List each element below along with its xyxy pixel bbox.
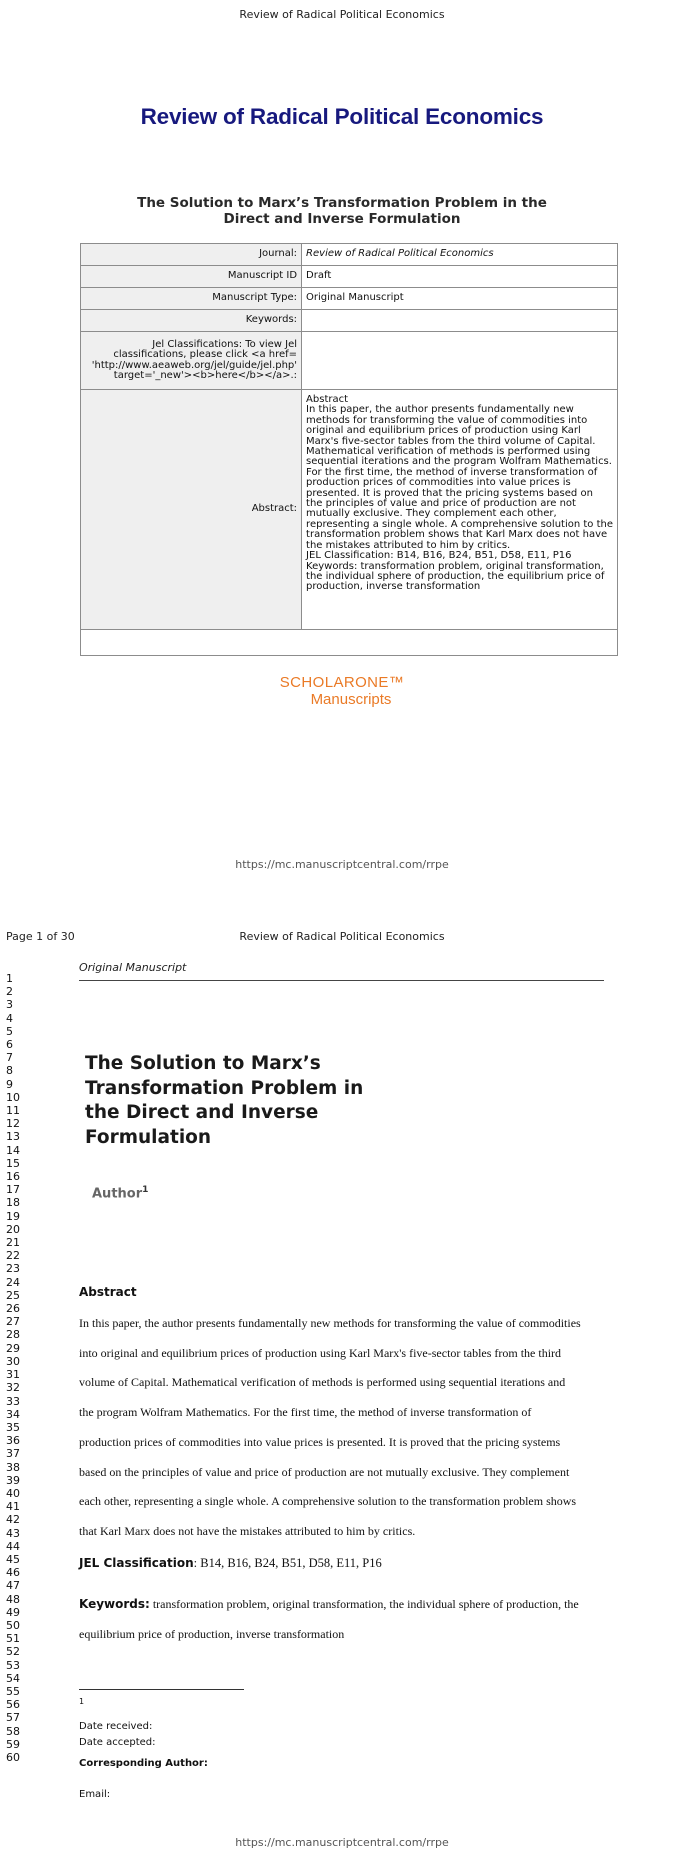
abstract-line: Marx's five-sector tables from the third volume of Capital. <box>306 435 596 447</box>
abstract-line: transformation problem shows that Karl Marx does not have <box>306 529 608 541</box>
line-number: 8 <box>6 1064 13 1078</box>
abstract-line: representing a single whole. A comprehensive solution to the <box>306 518 613 530</box>
jel-classifications-value <box>302 332 618 390</box>
scholarone-wordmark: SCHOLARONE™ <box>279 674 405 691</box>
author-line <box>92 1185 148 1201</box>
manuscript-id-label: Manuscript ID <box>81 266 302 288</box>
line-number: 39 <box>6 1473 20 1487</box>
manuscript-metadata-table <box>80 243 618 656</box>
email-label: Email: <box>79 1789 111 1800</box>
line-number: 54 <box>6 1671 20 1685</box>
abstract-line: presented. It is proved that the pricing systems based on <box>306 487 593 499</box>
abstract-line: For the first time, the method of inverse transformation of <box>306 466 598 478</box>
line-number: 55 <box>6 1684 20 1698</box>
page-number-label: Page 1 of 30 <box>6 930 75 943</box>
line-number: 23 <box>6 1262 20 1276</box>
line-number: 38 <box>6 1460 20 1474</box>
line-number: 34 <box>6 1407 20 1421</box>
abstract-label: Abstract: <box>81 390 302 630</box>
jel-classification-label: JEL Classification <box>79 1556 194 1570</box>
line-number: 32 <box>6 1381 20 1395</box>
line-number: 36 <box>6 1434 20 1448</box>
date-received: Date received: <box>79 1721 153 1732</box>
line-number: 40 <box>6 1486 20 1500</box>
jel-label-line: 'http://www.aeaweb.org/jel/guide/jel.php' <box>91 359 298 371</box>
abstract-line: Abstract <box>306 394 349 405</box>
line-number: 25 <box>6 1288 20 1302</box>
line-number: 37 <box>6 1447 20 1461</box>
abstract-line: sequential iterations and the program Wolfram Mathematics. <box>306 456 612 468</box>
line-number: 47 <box>6 1579 20 1593</box>
line-number: 11 <box>6 1104 20 1118</box>
line-number: 2 <box>6 985 13 999</box>
line-number: 49 <box>6 1605 20 1619</box>
title-line: Transformation Problem in <box>85 1077 364 1099</box>
line-number: 46 <box>6 1566 20 1580</box>
line-number: 51 <box>6 1632 20 1646</box>
line-number: 58 <box>6 1724 20 1738</box>
keywords-paragraph <box>79 1590 604 1649</box>
abstract-line: the principles of value and price of production are not <box>306 498 576 510</box>
abstract-line: production prices of commodities into value prices is <box>306 477 571 489</box>
line-number: 29 <box>6 1341 20 1355</box>
abstract-text-line: production prices of commodities into value prices is presented. It is proved that the pricing systems <box>79 1434 561 1449</box>
line-number: 3 <box>6 998 13 1012</box>
author-name: Author <box>92 1186 143 1202</box>
line-number: 4 <box>6 1011 13 1025</box>
line-number: 41 <box>6 1500 20 1514</box>
jel-classification-line <box>79 1556 382 1571</box>
manuscript-type-label: Manuscript Type: <box>81 288 302 310</box>
abstract-line: Mathematical verification of methods is performed using <box>306 446 591 458</box>
page1-footer-url[interactable]: https://mc.manuscriptcentral.com/rrpe <box>235 858 449 871</box>
manuscripts-wordmark: Manuscripts <box>310 691 392 708</box>
line-number: 59 <box>6 1737 20 1751</box>
keywords-text-line: transformation problem, original transformation, the individual sphere of production, the <box>152 1597 579 1611</box>
abstract-text-line: into original and equilibrium prices of production using Karl Marx's five-sector tables from the third <box>79 1345 562 1360</box>
abstract-text-line: In this paper, the author presents fundamentally new methods for transforming the value of commodities <box>79 1316 581 1330</box>
header-rule <box>79 980 604 981</box>
abstract-line: the individual sphere of production, the equilibrium price of <box>306 570 605 582</box>
line-number: 20 <box>6 1222 20 1236</box>
line-number: 35 <box>6 1420 20 1434</box>
manuscript-type-value: Original Manuscript <box>302 288 618 310</box>
line-number: 19 <box>6 1209 20 1223</box>
abstract-heading: Abstract <box>79 1285 137 1299</box>
line-number: 60 <box>6 1750 20 1764</box>
jel-label-line: Jel Classifications: To view Jel <box>152 338 298 350</box>
line-number: 45 <box>6 1552 20 1566</box>
author-footnote-ref: 1 <box>142 1185 149 1195</box>
line-number: 31 <box>6 1368 20 1382</box>
line-number: 13 <box>6 1130 20 1144</box>
line-number: 5 <box>6 1024 13 1038</box>
line-number: 52 <box>6 1645 20 1659</box>
line-number: 56 <box>6 1698 20 1712</box>
line-number: 27 <box>6 1315 20 1329</box>
abstract-text-line: each other, representing a single whole. A comprehensive solution to the transformation problem shows <box>79 1494 577 1509</box>
empty-row <box>81 630 618 656</box>
corresponding-author: Corresponding Author: <box>79 1758 208 1769</box>
line-number: 22 <box>6 1249 20 1263</box>
line-number: 6 <box>6 1038 13 1052</box>
line-number: 16 <box>6 1170 20 1184</box>
jel-label-line: target='_new'><b>here</b></a>.: <box>113 369 298 381</box>
footnote-rule <box>79 1689 244 1690</box>
abstract-text-line: that Karl Marx does not have the mistakes attributed to him by critics. <box>79 1523 416 1538</box>
line-number: 18 <box>6 1196 20 1210</box>
scholarone-logo <box>0 674 684 708</box>
line-number: 57 <box>6 1711 20 1725</box>
line-number: 28 <box>6 1328 20 1342</box>
jel-classification-value: : B14, B16, B24, B51, D58, E11, P16 <box>193 1556 382 1570</box>
line-number: 21 <box>6 1236 20 1250</box>
line-number: 53 <box>6 1658 20 1672</box>
line-number: 50 <box>6 1618 20 1632</box>
journal-title: Review of Radical Political Economics <box>140 104 544 129</box>
keywords-value <box>302 310 618 332</box>
abstract-paragraph <box>79 1309 604 1547</box>
line-number: 26 <box>6 1302 20 1316</box>
abstract-text-line: the program Wolfram Mathematics. For the first time, the method of inverse transformation of <box>79 1405 532 1420</box>
title-line: Formulation <box>85 1126 212 1148</box>
abstract-line: original and equilibrium prices of production using Karl <box>306 425 581 437</box>
line-number: 44 <box>6 1539 20 1553</box>
page2-footer-url[interactable]: https://mc.manuscriptcentral.com/rrpe <box>235 1836 449 1849</box>
abstract-line: In this paper, the author presents fundamentally new <box>306 404 574 416</box>
abstract-line: production, inverse transformation <box>306 581 481 593</box>
paper-title: The Solution to Marx’s Transformation Problem in the Direct and Inverse Formulation <box>137 195 547 227</box>
line-number: 33 <box>6 1394 20 1408</box>
line-number: 12 <box>6 1117 20 1131</box>
line-number: 14 <box>6 1143 20 1157</box>
journal-value: Review of Radical Political Economics <box>302 244 618 266</box>
date-accepted: Date accepted: <box>79 1737 156 1748</box>
title-line: the Direct and Inverse <box>85 1102 319 1123</box>
abstract-line: mutually exclusive. They complement each other, <box>306 508 557 520</box>
page2-running-header: Review of Radical Political Economics <box>239 930 445 943</box>
line-number: 43 <box>6 1526 20 1540</box>
line-number: 48 <box>6 1592 20 1606</box>
page1-running-header: Review of Radical Political Economics <box>239 8 445 21</box>
manuscript-id-value: Draft <box>302 266 618 288</box>
line-numbers <box>6 972 36 1764</box>
line-number: 17 <box>6 1183 20 1197</box>
keywords-label: Keywords: <box>81 310 302 332</box>
abstract-text-line: volume of Capital. Mathematical verification of methods is performed using sequential iterations and <box>79 1375 566 1390</box>
keywords-label: Keywords: <box>79 1597 150 1611</box>
footnote-marker: 1 <box>79 1697 85 1706</box>
journal-label: Journal: <box>81 244 302 266</box>
keywords-text-line: equilibrium price of production, inverse transformation <box>79 1626 345 1641</box>
line-number: 1 <box>6 972 13 985</box>
jel-classifications-label <box>81 332 302 390</box>
abstract-line: JEL Classification: B14, B16, B24, B51, D58, E11, P16 <box>306 550 572 562</box>
abstract-line: Keywords: transformation problem, original transformation, <box>306 560 604 572</box>
line-number: 10 <box>6 1090 20 1104</box>
manuscript-type-label: Original Manuscript <box>79 961 187 974</box>
line-number: 24 <box>6 1275 20 1289</box>
line-number: 30 <box>6 1354 20 1368</box>
line-number: 7 <box>6 1051 13 1065</box>
abstract-text-line: based on the principles of value and price of production are not mutually exclusive. They complement <box>79 1464 570 1479</box>
jel-label-line: classifications, please click <a href= <box>113 349 298 361</box>
line-number: 9 <box>6 1077 13 1091</box>
line-number: 15 <box>6 1156 20 1170</box>
abstract-line: the mistakes attributed to him by critics. <box>306 539 511 551</box>
line-number: 42 <box>6 1513 20 1527</box>
abstract-value <box>302 390 618 630</box>
title-line: The Solution to Marx’s <box>85 1053 321 1074</box>
article-title <box>85 1052 375 1150</box>
abstract-line: methods for transforming the value of commodities into <box>306 414 588 426</box>
